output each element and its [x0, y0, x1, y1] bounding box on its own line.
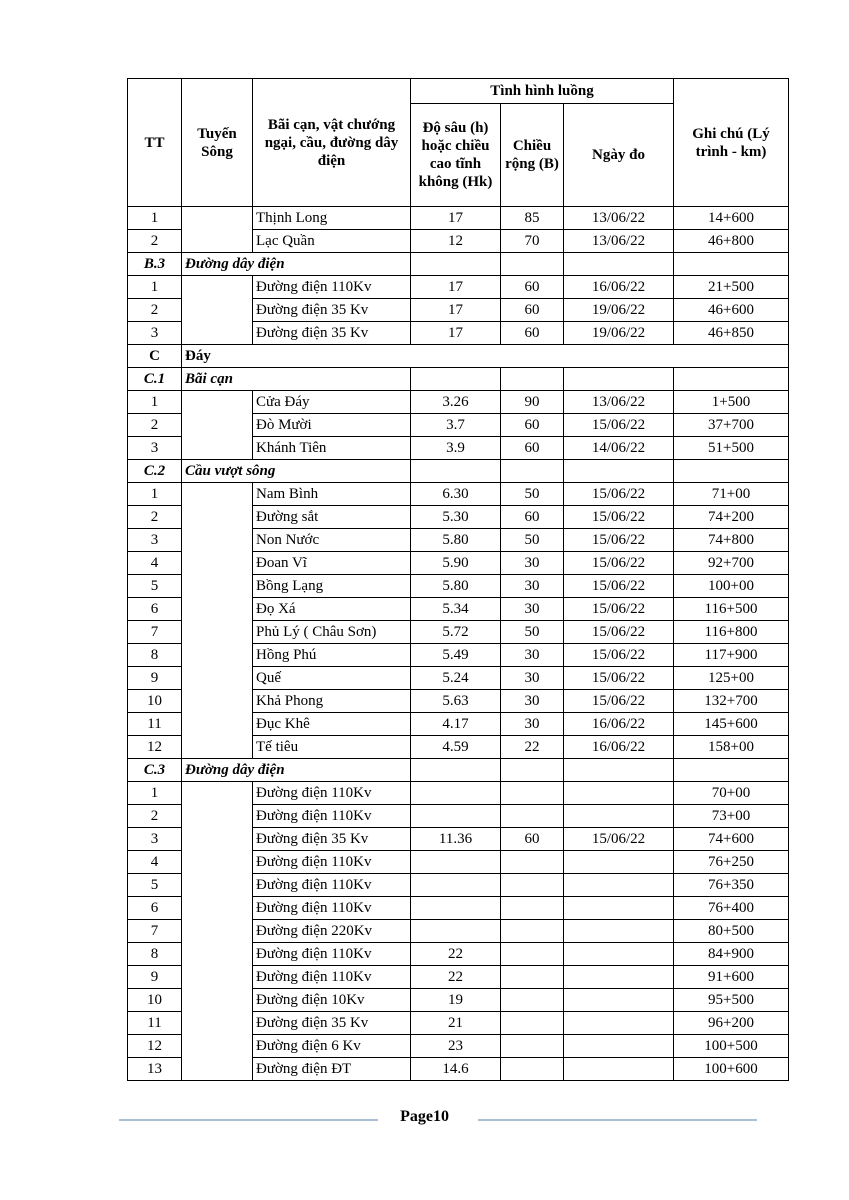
empty-cell: [564, 759, 674, 782]
name-cell: Đường điện ĐT: [253, 1058, 411, 1081]
depth-cell: [411, 805, 501, 828]
table-row: [128, 782, 789, 805]
tt-cell: 2: [128, 414, 182, 437]
tt-cell: 9: [128, 667, 182, 690]
name-cell: Hồng Phú: [253, 644, 411, 667]
width-cell: [501, 782, 564, 805]
width-cell: 50: [501, 483, 564, 506]
empty-cell: [501, 460, 564, 483]
empty-cell: [411, 759, 501, 782]
table-row: [128, 483, 789, 506]
section-tt-cell: C: [128, 345, 182, 368]
note-cell: 84+900: [674, 943, 789, 966]
date-cell: 15/06/22: [564, 690, 674, 713]
depth-cell: 3.9: [411, 437, 501, 460]
section-label-cell: Đường dây điện: [182, 253, 411, 276]
width-cell: [501, 966, 564, 989]
name-cell: Đường điện 110Kv: [253, 897, 411, 920]
depth-cell: 5.34: [411, 598, 501, 621]
tt-cell: 5: [128, 575, 182, 598]
date-cell: 15/06/22: [564, 506, 674, 529]
depth-cell: [411, 874, 501, 897]
note-cell: 74+600: [674, 828, 789, 851]
section-row: [128, 460, 789, 483]
tt-cell: 9: [128, 966, 182, 989]
date-cell: 15/06/22: [564, 529, 674, 552]
width-cell: 30: [501, 552, 564, 575]
tt-cell: 7: [128, 920, 182, 943]
header-chieu-rong: Chiều rộng (B): [501, 104, 564, 207]
tt-cell: 7: [128, 621, 182, 644]
note-cell: 76+350: [674, 874, 789, 897]
header-bai-can: Bãi cạn, vật chướng ngại, cầu, đường dây điện: [253, 79, 411, 207]
header-ghi-chu: Ghi chú (Lý trình - km): [674, 79, 789, 207]
section-label-cell: Đường dây điện: [182, 759, 411, 782]
name-cell: Cửa Đáy: [253, 391, 411, 414]
tt-cell: 11: [128, 1012, 182, 1035]
tt-cell: 1: [128, 276, 182, 299]
note-cell: 158+00: [674, 736, 789, 759]
note-cell: 91+600: [674, 966, 789, 989]
depth-cell: 5.72: [411, 621, 501, 644]
table-row: [128, 207, 789, 230]
empty-cell: [411, 368, 501, 391]
width-cell: [501, 874, 564, 897]
note-cell: 46+850: [674, 322, 789, 345]
depth-cell: 21: [411, 1012, 501, 1035]
width-cell: 30: [501, 598, 564, 621]
tt-cell: 12: [128, 736, 182, 759]
section-row: [128, 759, 789, 782]
name-cell: Đường điện 110Kv: [253, 851, 411, 874]
song-cell: [182, 207, 253, 253]
note-cell: 73+00: [674, 805, 789, 828]
tt-cell: 6: [128, 598, 182, 621]
date-cell: 19/06/22: [564, 299, 674, 322]
date-cell: 15/06/22: [564, 483, 674, 506]
tt-cell: 11: [128, 713, 182, 736]
empty-cell: [501, 368, 564, 391]
name-cell: Đò Mười: [253, 414, 411, 437]
width-cell: 60: [501, 828, 564, 851]
tt-cell: 5: [128, 874, 182, 897]
song-cell: [182, 782, 253, 1081]
date-cell: [564, 989, 674, 1012]
width-cell: 50: [501, 529, 564, 552]
note-cell: 132+700: [674, 690, 789, 713]
name-cell: Đường điện 110Kv: [253, 805, 411, 828]
name-cell: Khánh Tiên: [253, 437, 411, 460]
date-cell: 14/06/22: [564, 437, 674, 460]
name-cell: Lạc Quần: [253, 230, 411, 253]
width-cell: 30: [501, 667, 564, 690]
tt-cell: 1: [128, 782, 182, 805]
name-cell: Đường điện 220Kv: [253, 920, 411, 943]
section-tt-cell: C.3: [128, 759, 182, 782]
date-cell: 15/06/22: [564, 598, 674, 621]
width-cell: 60: [501, 276, 564, 299]
date-cell: 15/06/22: [564, 552, 674, 575]
depth-cell: 5.49: [411, 644, 501, 667]
date-cell: 15/06/22: [564, 667, 674, 690]
empty-cell: [564, 368, 674, 391]
depth-cell: 5.63: [411, 690, 501, 713]
note-cell: 74+200: [674, 506, 789, 529]
date-cell: [564, 897, 674, 920]
name-cell: Đường điện 110Kv: [253, 943, 411, 966]
section-label-cell: Cầu vượt sông: [182, 460, 411, 483]
width-cell: [501, 1012, 564, 1035]
depth-cell: 11.36: [411, 828, 501, 851]
depth-cell: 17: [411, 299, 501, 322]
depth-cell: 5.30: [411, 506, 501, 529]
width-cell: 30: [501, 690, 564, 713]
date-cell: [564, 1058, 674, 1081]
width-cell: 85: [501, 207, 564, 230]
depth-cell: 22: [411, 943, 501, 966]
tt-cell: 3: [128, 322, 182, 345]
width-cell: [501, 1058, 564, 1081]
empty-cell: [411, 253, 501, 276]
width-cell: 30: [501, 713, 564, 736]
note-cell: 100+500: [674, 1035, 789, 1058]
note-cell: 46+800: [674, 230, 789, 253]
width-cell: 22: [501, 736, 564, 759]
note-cell: 74+800: [674, 529, 789, 552]
tt-cell: 4: [128, 851, 182, 874]
width-cell: 60: [501, 322, 564, 345]
width-cell: 30: [501, 575, 564, 598]
tt-cell: 2: [128, 230, 182, 253]
section-tt-cell: C.2: [128, 460, 182, 483]
name-cell: Khả Phong: [253, 690, 411, 713]
name-cell: Đường điện 35 Kv: [253, 322, 411, 345]
note-cell: 92+700: [674, 552, 789, 575]
width-cell: [501, 897, 564, 920]
note-cell: 14+600: [674, 207, 789, 230]
depth-cell: 5.80: [411, 575, 501, 598]
width-cell: 60: [501, 414, 564, 437]
note-cell: 100+00: [674, 575, 789, 598]
depth-cell: 17: [411, 322, 501, 345]
tt-cell: 8: [128, 943, 182, 966]
note-cell: 116+800: [674, 621, 789, 644]
width-cell: [501, 920, 564, 943]
song-cell: [182, 483, 253, 759]
section-row-full: [128, 345, 789, 368]
depth-cell: 12: [411, 230, 501, 253]
name-cell: Đường điện 35 Kv: [253, 1012, 411, 1035]
depth-cell: 19: [411, 989, 501, 1012]
name-cell: Đường sắt: [253, 506, 411, 529]
tt-cell: 12: [128, 1035, 182, 1058]
tt-cell: 3: [128, 437, 182, 460]
name-cell: Đường điện 35 Kv: [253, 299, 411, 322]
tt-cell: 8: [128, 644, 182, 667]
note-cell: 80+500: [674, 920, 789, 943]
depth-cell: 4.17: [411, 713, 501, 736]
depth-cell: 14.6: [411, 1058, 501, 1081]
depth-cell: 22: [411, 966, 501, 989]
depth-cell: [411, 782, 501, 805]
depth-cell: 6.30: [411, 483, 501, 506]
header-row-top: [128, 79, 789, 104]
section-label-cell: Bãi cạn: [182, 368, 411, 391]
empty-cell: [564, 253, 674, 276]
width-cell: 60: [501, 299, 564, 322]
date-cell: 15/06/22: [564, 828, 674, 851]
width-cell: [501, 805, 564, 828]
name-cell: Đường điện 110Kv: [253, 874, 411, 897]
depth-cell: 3.26: [411, 391, 501, 414]
note-cell: 70+00: [674, 782, 789, 805]
width-cell: 90: [501, 391, 564, 414]
header-tuyen-song: Tuyến Sông: [182, 79, 253, 207]
note-cell: 71+00: [674, 483, 789, 506]
name-cell: Đường điện 110Kv: [253, 782, 411, 805]
date-cell: 15/06/22: [564, 644, 674, 667]
table-row: [128, 391, 789, 414]
empty-cell: [674, 460, 789, 483]
name-cell: Đường điện 110Kv: [253, 276, 411, 299]
width-cell: 50: [501, 621, 564, 644]
depth-cell: 17: [411, 207, 501, 230]
date-cell: 13/06/22: [564, 207, 674, 230]
section-label-cell: Đáy: [182, 345, 789, 368]
header-do-sau: Độ sâu (h) hoặc chiều cao tĩnh không (Hk): [411, 104, 501, 207]
date-cell: 16/06/22: [564, 736, 674, 759]
tt-cell: 13: [128, 1058, 182, 1081]
note-cell: 76+250: [674, 851, 789, 874]
width-cell: [501, 989, 564, 1012]
depth-cell: [411, 920, 501, 943]
tt-cell: 2: [128, 506, 182, 529]
empty-cell: [411, 460, 501, 483]
note-cell: 51+500: [674, 437, 789, 460]
date-cell: 15/06/22: [564, 414, 674, 437]
name-cell: Tế tiêu: [253, 736, 411, 759]
name-cell: Đường điện 35 Kv: [253, 828, 411, 851]
section-tt-cell: C.1: [128, 368, 182, 391]
song-cell: [182, 276, 253, 345]
section-tt-cell: B.3: [128, 253, 182, 276]
date-cell: 13/06/22: [564, 230, 674, 253]
table-row: [128, 276, 789, 299]
header-tinh-hinh-luong: Tình hình luồng: [411, 79, 674, 104]
note-cell: 37+700: [674, 414, 789, 437]
date-cell: [564, 920, 674, 943]
section-row: [128, 253, 789, 276]
name-cell: Nam Bình: [253, 483, 411, 506]
tt-cell: 10: [128, 690, 182, 713]
note-cell: 100+600: [674, 1058, 789, 1081]
tt-cell: 10: [128, 989, 182, 1012]
date-cell: [564, 1035, 674, 1058]
note-cell: 46+600: [674, 299, 789, 322]
date-cell: 16/06/22: [564, 276, 674, 299]
empty-cell: [501, 759, 564, 782]
depth-cell: 5.90: [411, 552, 501, 575]
tt-cell: 1: [128, 483, 182, 506]
date-cell: [564, 851, 674, 874]
depth-cell: [411, 897, 501, 920]
note-cell: 21+500: [674, 276, 789, 299]
width-cell: [501, 851, 564, 874]
date-cell: 13/06/22: [564, 391, 674, 414]
date-cell: [564, 1012, 674, 1035]
note-cell: 96+200: [674, 1012, 789, 1035]
tt-cell: 2: [128, 299, 182, 322]
name-cell: Quế: [253, 667, 411, 690]
name-cell: Đường điện 110Kv: [253, 966, 411, 989]
tt-cell: 1: [128, 207, 182, 230]
depth-cell: 4.59: [411, 736, 501, 759]
note-cell: 145+600: [674, 713, 789, 736]
date-cell: 15/06/22: [564, 621, 674, 644]
name-cell: Đọ Xá: [253, 598, 411, 621]
empty-cell: [674, 368, 789, 391]
width-cell: [501, 1035, 564, 1058]
width-cell: 60: [501, 506, 564, 529]
section-row: [128, 368, 789, 391]
name-cell: Bồng Lạng: [253, 575, 411, 598]
date-cell: [564, 943, 674, 966]
depth-cell: 17: [411, 276, 501, 299]
depth-cell: 23: [411, 1035, 501, 1058]
width-cell: [501, 943, 564, 966]
note-cell: 1+500: [674, 391, 789, 414]
depth-cell: 5.24: [411, 667, 501, 690]
tt-cell: 3: [128, 828, 182, 851]
depth-cell: [411, 851, 501, 874]
page-number: Page10: [400, 1108, 449, 1125]
empty-cell: [674, 759, 789, 782]
name-cell: Non Nước: [253, 529, 411, 552]
note-cell: 76+400: [674, 897, 789, 920]
depth-cell: 5.80: [411, 529, 501, 552]
note-cell: 117+900: [674, 644, 789, 667]
note-cell: 116+500: [674, 598, 789, 621]
date-cell: [564, 805, 674, 828]
date-cell: [564, 966, 674, 989]
tt-cell: 4: [128, 552, 182, 575]
name-cell: Thịnh Long: [253, 207, 411, 230]
inspection-table: [127, 78, 789, 1081]
header-tt: TT: [128, 79, 182, 207]
width-cell: 60: [501, 437, 564, 460]
tt-cell: 1: [128, 391, 182, 414]
empty-cell: [564, 460, 674, 483]
width-cell: 70: [501, 230, 564, 253]
date-cell: [564, 782, 674, 805]
name-cell: Phủ Lý ( Châu Sơn): [253, 621, 411, 644]
header-ngay-do: Ngày đo: [564, 104, 674, 207]
date-cell: [564, 874, 674, 897]
tt-cell: 3: [128, 529, 182, 552]
date-cell: 15/06/22: [564, 575, 674, 598]
date-cell: 16/06/22: [564, 713, 674, 736]
name-cell: Đường điện 6 Kv: [253, 1035, 411, 1058]
name-cell: Đoan Vĩ: [253, 552, 411, 575]
note-cell: 95+500: [674, 989, 789, 1012]
tt-cell: 6: [128, 897, 182, 920]
empty-cell: [674, 253, 789, 276]
width-cell: 30: [501, 644, 564, 667]
empty-cell: [501, 253, 564, 276]
table-body: [128, 207, 789, 1081]
song-cell: [182, 391, 253, 460]
depth-cell: 3.7: [411, 414, 501, 437]
name-cell: Đục Khê: [253, 713, 411, 736]
date-cell: 19/06/22: [564, 322, 674, 345]
name-cell: Đường điện 10Kv: [253, 989, 411, 1012]
note-cell: 125+00: [674, 667, 789, 690]
tt-cell: 2: [128, 805, 182, 828]
